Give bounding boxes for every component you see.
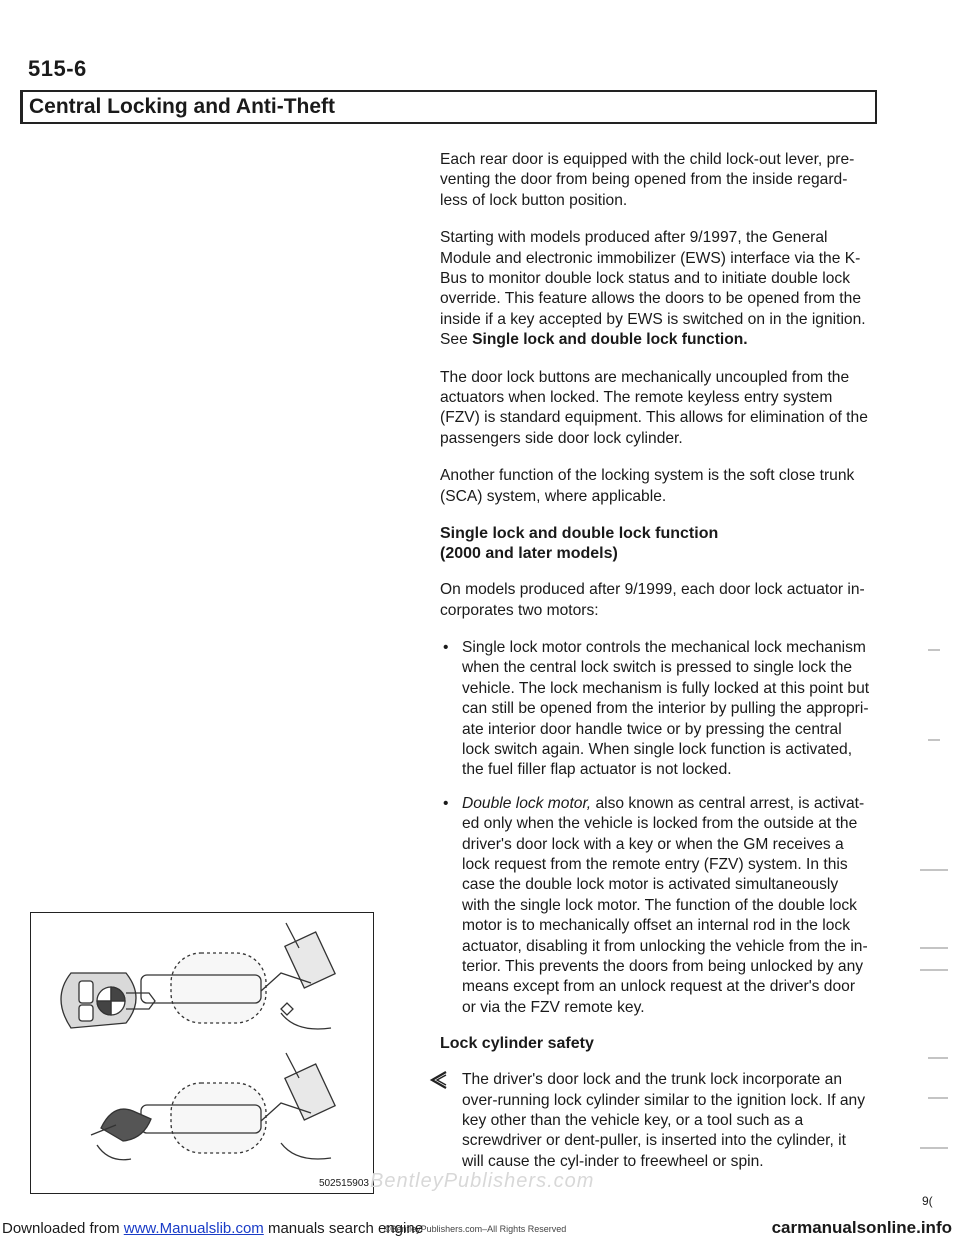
paragraph-lock-cylinder-text: The driver's door lock and the trunk lock incorporate an over-running lock cylinder similar to the ignition lock. If any key other than the vehicle key, or a tool such as a screwdriver or dent-puller, is inserted into the cylinder, it will cause the cyl-inder to freewheel or spin. — [462, 1071, 866, 1170]
download-source — [2, 1220, 423, 1237]
text-column — [440, 150, 870, 1189]
paragraph-lock-buttons: The door lock buttons are mechanically uncoupled from the actuators when locked. The remote keyless entry system (FZV) is standard equipment. This allows for elimination of the passengers side door lock cylinder. — [440, 368, 868, 447]
section-title: Central Locking and Anti-Theft — [29, 95, 336, 118]
double-lock-text: also known as central arrest, is activat-ed only when the vehicle is locked from the outside at the driver's door lock with a key or when the GM receives a lock request from the remote entry (FZV) system. In this case the double lock motor is activated simultaneously with the single lock motor. The function of the double lock motor is to mechanically offset an internal rod in the lock actuator, disabling it from unlocking the vehicle from the in-terior. This prevents the doors from being unlocked by any means except from an unlock request at the driver's door or via the FZV remote key. — [462, 794, 868, 1016]
download-prefix: Downloaded from — [2, 1220, 124, 1237]
paragraph-lock-cylinder — [440, 1070, 870, 1172]
copyright-notice: ©BentleyPublishers.com–All Rights Reserved — [384, 1224, 567, 1234]
heading-lock-cylinder-safety: Lock cylinder safety — [440, 1035, 594, 1053]
figure-code: 502515903 — [318, 1178, 369, 1189]
publisher-watermark: BentleyPublishers.com — [370, 1170, 595, 1192]
list-item-double-lock — [440, 794, 870, 1018]
download-suffix: manuals search engine — [263, 1220, 424, 1237]
margin-tick-marks — [910, 0, 960, 1242]
page-number: 515-6 — [28, 56, 87, 81]
heading-line-2: (2000 and later models) — [440, 545, 618, 563]
margin-page-ref: 9( — [922, 1194, 933, 1208]
paragraph-general-module — [440, 228, 870, 350]
heading-line-1: Single lock and double lock function — [440, 525, 719, 543]
paragraph-two-motors: On models produced after 9/1999, each door lock actuator in-corporates two motors: — [440, 581, 865, 619]
paragraph-soft-close: Another function of the locking system is the soft close trunk (SCA) system, where applicable. — [440, 467, 855, 505]
list-item-single-lock: • Single lock motor controls the mechanical lock mechanism when the central lock switch is pressed to single lock the vehicle. The lock mechanism is fully locked at this point but can still be opened from the interior by pulling the appropri-ate interior door handle twice or by pressing the central lock switch again. When single lock function is activated, the fuel filler flap actuator is not locked. — [440, 638, 870, 781]
lock-cylinder-illustration — [30, 912, 374, 1194]
double-lock-lead: Double lock motor, — [462, 794, 592, 812]
manualslib-link[interactable]: www.Manualslib.com — [123, 1220, 264, 1237]
heading-single-double-lock — [440, 524, 870, 564]
paragraph-child-lock: Each rear door is equipped with the child lock-out lever, pre-venting the door from being opened from the inside regard-less of lock button position. — [440, 151, 855, 209]
site-brand: carmanualsonline.info — [771, 1218, 952, 1237]
cross-reference-link[interactable]: Single lock and double lock function. — [472, 331, 748, 349]
download-banner — [0, 1216, 960, 1242]
section-header-box — [20, 90, 877, 124]
figure-pointer-icon — [428, 1069, 450, 1091]
motor-list — [440, 638, 870, 1018]
paragraph-general-module-text: Starting with models produced after 9/1997, the General Module and electronic immobilizer (EWS) interface via the K-Bus to monitor double lock status and to initiate double lock override. This feature allows the doors to be opened from the inside if a key accepted by EWS is switched on in the ignition. See — [440, 229, 866, 349]
lock-cylinder-drawing — [31, 913, 373, 1193]
